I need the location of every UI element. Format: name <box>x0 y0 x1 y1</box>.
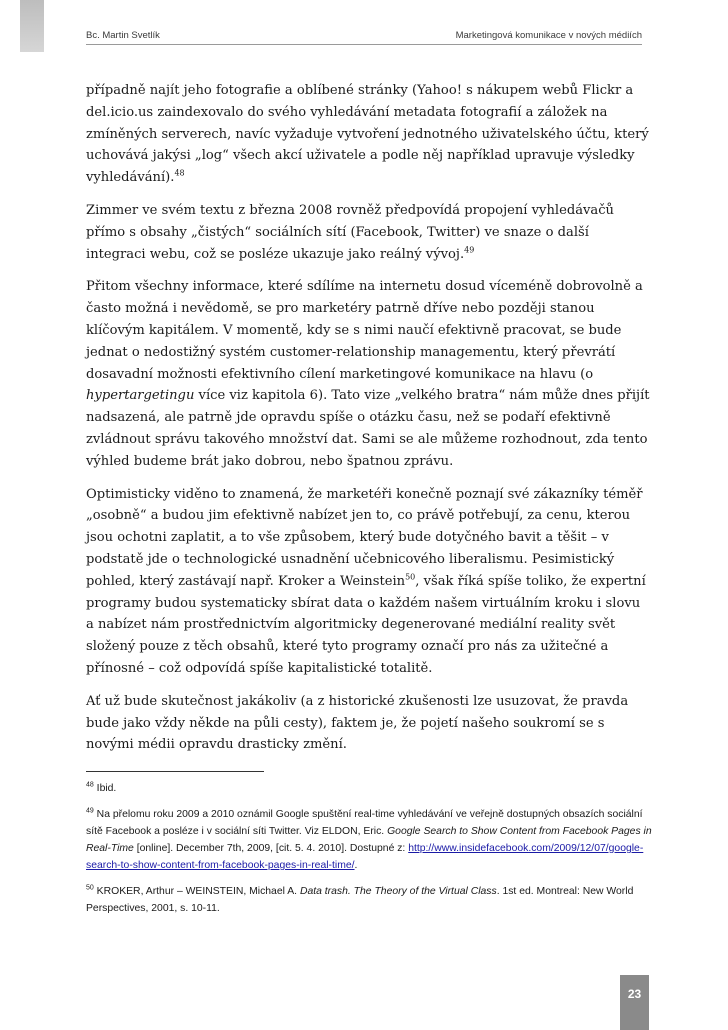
footnote-50-italic: Data trash. The Theory of the Virtual Class <box>299 886 497 897</box>
footnote-50-text-b: . 1st ed. Montreal: New World Perspectives, 2001, s. 10-11. <box>86 886 634 914</box>
footnote-ref-49[interactable]: 49 <box>464 245 475 255</box>
corner-decoration <box>20 0 44 52</box>
footnote-49-number: 49 <box>86 807 94 815</box>
paragraph-3-italic: hypertargetingu <box>86 388 195 404</box>
footnote-49-text-c: . <box>354 860 358 871</box>
header-title: Marketingová komunikace v nových médiích <box>455 30 642 41</box>
paragraph-3 <box>86 276 651 472</box>
paragraph-1-text: případně najít jeho fotografie a oblíbené stránky (Yahoo! s nákupem webů Flickr a del.icio.us zaindexovalo do svého vyhledávání metadata fotografií a záložek na zmíněných serverech, navíc vyžaduje vytvoření jednotného uživatelského účtu, který uchovává jakýsi „log“ všech akcí uživatele a podle něj například upravuje výsledky vyhledávání). <box>86 83 649 186</box>
footnote-49-link[interactable]: http://www.insidefacebook.com/2009/12/07/google-search-to-show-content-from-facebook-pages-in-real-time/ <box>86 843 644 871</box>
footnote-50 <box>86 883 656 917</box>
main-text <box>86 80 651 767</box>
footnote-48-text: Ibid. <box>93 783 117 794</box>
footnote-50-number: 50 <box>86 884 94 892</box>
paragraph-4-text-b: , však říká spíše toliko, že expertní programy budou systematicky sbírat data o každém našem virtuálním kroku i slovu a nabízet nám prostřednictvím algoritmicky degenerované mediální reality svět složený pouze z těch obsahů, které tyto programy označí pro nás za užitečné a přínosné – což odpovídá spíše kapitalistické totalitě. <box>86 573 646 676</box>
paragraph-4 <box>86 484 651 680</box>
footnote-ref-50[interactable]: 50 <box>405 572 416 582</box>
header-author: Bc. Martin Svetlík <box>86 30 160 41</box>
paragraph-2-text: Zimmer ve svém textu z března 2008 rovněž předpovídá propojení vyhledávačů přímo s obsahy „čistých“ sociálních sítí (Facebook, Twitter) ve snaze o další integraci webu, což se posléze ukazuje jako reálný vývoj. <box>86 202 614 262</box>
footnote-49 <box>86 806 656 874</box>
paragraph-4-text-a: Optimisticky viděno to znamená, že marketéři konečně poznají své zákazníky téměř „osobně“ a budou jim efektivně nabízet jen to, co právě potřebují, za cenu, kterou jsou ochotni zaplatit, a to vše způsobem, který bude dotyčného bavit a těšit – v podstatě jde o technologické usnadnění učebnicového liberalismu. Pesimistický pohled, který zastávají např. Kroker a Weinstein <box>86 486 643 589</box>
page-number: 23 <box>620 975 649 1030</box>
paragraph-3-text-b: více viz kapitola 6). Tato vize „velkého bratra“ nám může dnes přijít nadsazená, ale patrně jde opravdu spíše o otázku času, než se podaří efektivně zvládnout správu takového množství dat. Sami se ale můžeme rozhodnout, zda tento výhled budeme brát jako dobrou, nebo špatnou zprávu. <box>86 388 650 469</box>
footnote-48-number: 48 <box>86 781 94 789</box>
paragraph-5: Ať už bude skutečnost jakákoliv (a z historické zkušenosti lze usuzovat, že pravda bude jako vždy někde na půli cesty), faktem je, že pojetí našeho soukromí se s novými médii opravdu drasticky změní. <box>86 693 629 753</box>
paragraph-1 <box>86 80 651 189</box>
footnote-49-text-b: [online]. December 7th, 2009, [cit. 5. 4. 2010]. Dostupné z: <box>133 843 409 854</box>
footnote-49-italic: Google Search to Show Content from Facebook Pages in Real-Time <box>86 826 652 854</box>
footnote-49-text-a: Na přelomu roku 2009 a 2010 oznámil Google spuštění real-time vyhledávání ve veřejně dostupných obsazích sociální sítě Facebook a posléze i v sociální síti Twitter. Viz ELDON, Eric. <box>86 809 643 837</box>
paragraph-2 <box>86 200 651 265</box>
footnote-separator <box>86 771 264 772</box>
footnotes <box>86 780 656 926</box>
page-header <box>86 24 642 45</box>
footnote-50-text-a: KROKER, Arthur – WEINSTEIN, Michael A. <box>93 886 300 897</box>
footnote-ref-48[interactable]: 48 <box>174 168 185 178</box>
paragraph-3-text-a: Přitom všechny informace, které sdílíme na internetu dosud víceméně dobrovolně a často možná i nevědomě, se pro marketéry patrně dříve nebo později stanou klíčovým kapitálem. V momentě, kdy se s nimi naučí efektivně pracovat, se bude jednat o nedostižný systém customer-relationship managementu, který převrátí dosavadní možnosti efektivního cílení marketingové komunikace na hlavu (o <box>86 279 643 382</box>
footnote-48 <box>86 780 656 797</box>
